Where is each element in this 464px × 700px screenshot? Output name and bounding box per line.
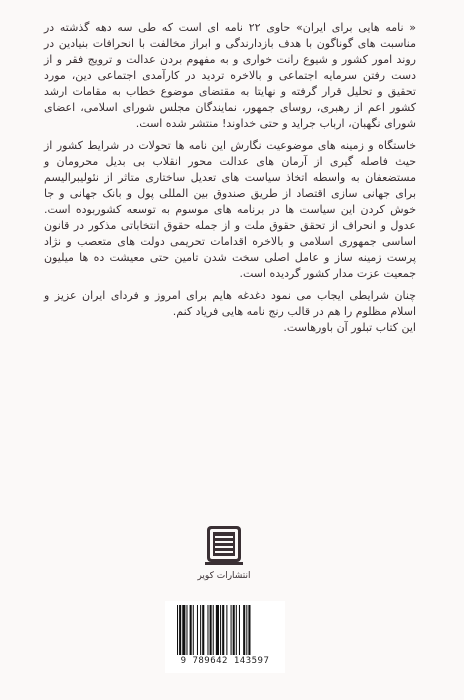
publisher-logo-icon — [201, 520, 247, 570]
barcode-icon — [175, 605, 275, 655]
blurb-paragraph-2: خاستگاه و زمینه های موضوعیت نگارش این نامه ها تحولات در شرایط کشور از حیث فاصله گیری از آرمان های عدالت محور انقلاب بی بدیل محرومان و مستضعفان به واسطه اتخاذ سیاست های تعدیل ساختاری متاثر از نئولیبرالیسم برای جهانی سازی اقتصاد از طریق صندوق بین المللی پول و بانک جهانی و جا خوش کردن این سیاست ها در برنامه های موسوم به توسعه کشوربوده است. عدول و انحراف از تحقق حقوق ملت و از جمله حقوق انتخاباتی مذکور در قانون اساسی جمهوری اسلامی و بالاخره اقدامات تحریمی دولت های متعصب و نژاد پرست زمینه ساز و عامل اصلی سخت شدن تامین حتی معیشت ده ها میلیون جمعیت عزت مدار کشور گردیده است. — [44, 139, 416, 280]
blurb-paragraph-4: این کتاب تبلور آن باورهاست. — [283, 321, 416, 334]
isbn-barcode — [165, 601, 285, 673]
barcode-digits: 9 789642 143597 — [180, 656, 270, 666]
publisher-name: انتشارات کویر — [197, 571, 251, 581]
publisher-logo — [194, 520, 254, 586]
blurb-paragraph-1: « نامه هایی برای ایران» حاوی ۲۲ نامه ای است که طی سه دهه گذشته در مناسبت های گوناگون با هدف بازدارندگی و ابراز مخالفت با انحرافات بنیادین در روند امور کشور و شیوع رانت خواری و به مفهوم بردن عدالت و ترویج فقر و از دست رفتن سرمایه اجتماعی و بالاخره تردید در کارآمدی اجتماعی دین، مورد تحقیق و تحلیل قرار گرفته و نهایتا به مقتضای موضوع خطاب به مقامات ارشد کشور اعم از رهبری، روسای جمهور، نمایندگان مجلس شورای اسلامی، اعضای شورای نگهبان، ارباب جراید و حتی خداوند! منتشر شده است. — [44, 21, 416, 130]
blurb-text — [44, 20, 416, 336]
blurb-paragraph-3: چنان شرایطی ایجاب می نمود دغدغه هایم برای امروز و فردای ایران عزیز و اسلام مظلوم را هم در قالب رنج نامه هایی فریاد کنم. — [44, 289, 416, 318]
